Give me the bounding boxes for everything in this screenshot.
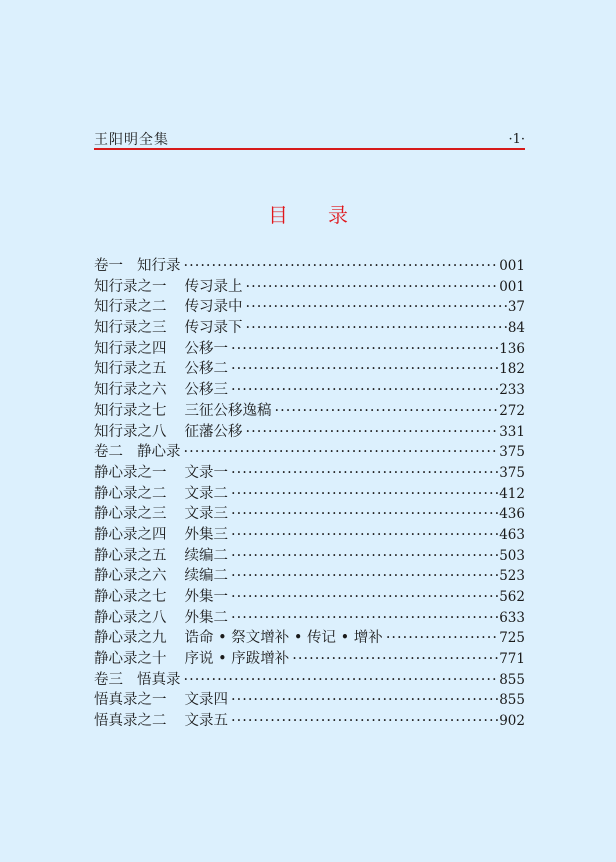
toc-entry-label: 静心录之八 <box>94 609 167 626</box>
table-of-contents <box>94 256 525 732</box>
toc-entry-page: 375 <box>499 444 525 461</box>
toc-entry[interactable] <box>94 401 525 422</box>
dot-leader <box>231 566 498 587</box>
toc-entry-label: 静心录之三 <box>94 506 167 523</box>
toc-heading-right: 录 <box>328 203 348 227</box>
toc-entry[interactable] <box>94 318 525 339</box>
dot-leader <box>231 484 498 505</box>
toc-entry-title: 知行录 <box>137 258 181 274</box>
toc-entry[interactable] <box>94 297 525 318</box>
toc-entry-title: 公移三 <box>184 382 228 399</box>
toc-entry[interactable] <box>94 587 525 608</box>
toc-entry-page: 503 <box>499 547 525 564</box>
toc-entry[interactable] <box>94 628 525 649</box>
toc-entry[interactable] <box>94 339 525 360</box>
toc-entry-page: 771 <box>499 651 525 668</box>
toc-volume-entry[interactable] <box>94 670 525 691</box>
toc-volume-entry[interactable] <box>94 442 525 463</box>
toc-entry[interactable] <box>94 608 525 629</box>
dot-leader <box>292 649 498 670</box>
toc-entry-label: 悟真录之二 <box>94 713 167 730</box>
toc-volume-entry[interactable] <box>94 256 525 277</box>
toc-entry-page: 84 <box>507 320 525 337</box>
toc-entry-title: 文录一 <box>184 464 228 481</box>
dot-leader <box>231 711 498 732</box>
toc-entry-page: 523 <box>499 568 525 585</box>
toc-entry-page: 182 <box>499 361 525 378</box>
dot-leader <box>231 339 498 360</box>
toc-entry-label: 卷三 <box>94 671 123 688</box>
toc-entry-label: 知行录之八 <box>94 423 167 440</box>
toc-entry[interactable] <box>94 359 525 380</box>
toc-entry-label: 知行录之四 <box>94 340 167 357</box>
toc-entry-title: 公移二 <box>184 361 228 378</box>
toc-entry-page: 855 <box>499 671 525 688</box>
toc-entry-label: 知行录之一 <box>94 278 167 295</box>
toc-entry-page: 331 <box>499 423 525 440</box>
dot-leader <box>246 297 507 318</box>
dot-leader <box>275 401 499 422</box>
running-header <box>94 131 525 149</box>
toc-entry[interactable] <box>94 690 525 711</box>
toc-entry-label: 知行录之三 <box>94 320 167 337</box>
toc-entry-title: 传习录中 <box>184 299 243 316</box>
toc-entry[interactable] <box>94 649 525 670</box>
toc-entry-label: 卷二 <box>94 444 123 461</box>
toc-entry-title: 诰命 • 祭文增补 • 传记 • 增补 <box>184 630 383 647</box>
toc-entry[interactable] <box>94 484 525 505</box>
toc-entry-page: 375 <box>499 464 525 481</box>
toc-entry-label: 静心录之一 <box>94 464 167 481</box>
dot-leader <box>246 318 507 339</box>
dot-leader <box>231 587 498 608</box>
toc-entry-label: 悟真录之一 <box>94 692 167 709</box>
toc-entry[interactable] <box>94 463 525 484</box>
toc-entry-title: 征藩公移 <box>184 423 243 440</box>
toc-entry[interactable] <box>94 566 525 587</box>
toc-entry-label: 静心录之九 <box>94 630 167 647</box>
toc-entry[interactable] <box>94 504 525 525</box>
toc-entry-page: 136 <box>499 340 525 357</box>
toc-entry-label: 静心录之七 <box>94 589 167 605</box>
dot-leader <box>231 525 498 546</box>
dot-leader <box>231 504 498 525</box>
toc-entry-label: 卷一 <box>94 258 123 274</box>
toc-entry[interactable] <box>94 277 525 298</box>
toc-entry-page: 233 <box>499 382 525 399</box>
dot-leader <box>231 463 498 484</box>
toc-entry-title: 文录四 <box>184 692 228 709</box>
header-divider <box>94 148 525 150</box>
toc-entry-title: 三征公移逸稿 <box>184 402 272 419</box>
toc-entry-title: 文录二 <box>184 485 228 502</box>
toc-entry-title: 传习录下 <box>184 320 243 337</box>
toc-entry-label: 静心录之十 <box>94 651 167 668</box>
toc-entry-title: 外集三 <box>184 526 228 543</box>
dot-leader <box>231 608 498 629</box>
toc-entry-title: 悟真录 <box>137 671 181 688</box>
toc-entry-page: 463 <box>499 526 525 543</box>
dot-leader <box>386 628 498 649</box>
book-title: 王阳明全集 <box>94 132 169 148</box>
toc-heading <box>0 202 616 228</box>
toc-entry-title: 文录五 <box>184 713 228 730</box>
toc-entry-label: 知行录之五 <box>94 361 167 378</box>
toc-entry-page: 272 <box>499 402 525 419</box>
toc-entry[interactable] <box>94 380 525 401</box>
toc-entry[interactable] <box>94 525 525 546</box>
toc-entry-label: 知行录之二 <box>94 299 167 316</box>
toc-entry-label: 知行录之六 <box>94 382 167 399</box>
dot-leader <box>231 546 498 567</box>
dot-leader <box>184 256 499 277</box>
toc-entry-page: 562 <box>499 589 525 605</box>
toc-entry-label: 静心录之五 <box>94 547 167 564</box>
toc-entry-page: 37 <box>507 299 525 316</box>
page-number: ·1· <box>508 132 525 147</box>
toc-entry-page: 855 <box>499 692 525 709</box>
dot-leader <box>231 380 498 401</box>
dot-leader <box>231 690 498 711</box>
dot-leader <box>184 442 499 463</box>
toc-entry-title: 外集二 <box>184 609 228 626</box>
toc-entry[interactable] <box>94 422 525 443</box>
toc-entry-label: 静心录之四 <box>94 526 167 543</box>
toc-entry-page: 725 <box>499 630 525 647</box>
toc-entry-label: 静心录之二 <box>94 485 167 502</box>
toc-entry-page: 001 <box>499 278 525 295</box>
toc-heading-left: 目 <box>268 203 288 227</box>
dot-leader <box>184 670 499 691</box>
toc-entry-page: 412 <box>499 485 525 502</box>
toc-entry-title: 传习录上 <box>184 278 243 295</box>
toc-entry-title: 续编二 <box>184 547 228 564</box>
dot-leader <box>231 359 498 380</box>
toc-entry-page: 633 <box>499 609 525 626</box>
toc-entry-page: 436 <box>499 506 525 523</box>
toc-entry[interactable] <box>94 711 525 732</box>
toc-entry-title: 静心录 <box>137 444 181 461</box>
toc-entry-title: 外集一 <box>184 589 228 605</box>
toc-entry-title: 文录三 <box>184 506 228 523</box>
toc-entry-title: 续编二 <box>184 568 228 585</box>
toc-entry-page: 902 <box>499 713 525 730</box>
dot-leader <box>246 277 499 298</box>
toc-entry-title: 序说 • 序跋增补 <box>184 651 290 668</box>
toc-entry-label: 静心录之六 <box>94 568 167 585</box>
toc-entry-label: 知行录之七 <box>94 402 167 419</box>
toc-entry-page: 001 <box>499 258 525 274</box>
dot-leader <box>246 422 499 443</box>
toc-entry-title: 公移一 <box>184 340 228 357</box>
toc-entry[interactable] <box>94 546 525 567</box>
